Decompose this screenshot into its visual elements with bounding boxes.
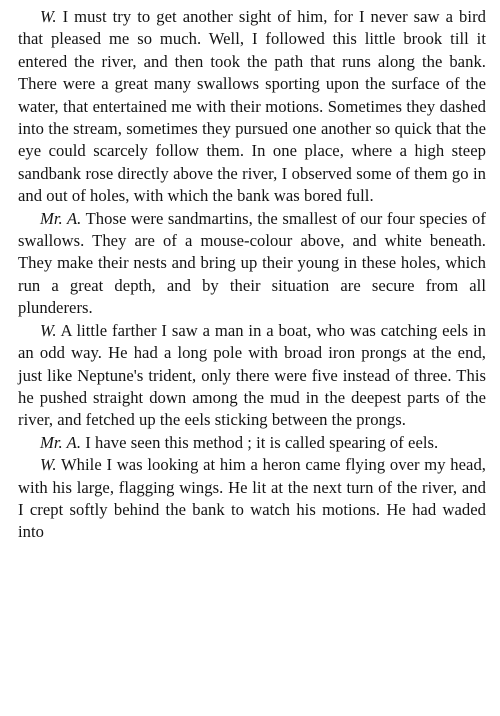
speaker-label: Mr. A.	[40, 432, 82, 452]
book-page	[18, 6, 486, 544]
dialogue-paragraph-4	[18, 432, 486, 454]
dialogue-paragraph-1	[18, 6, 486, 208]
paragraph-text: I have seen this method ; it is called spearing of eels.	[81, 432, 439, 452]
dialogue-paragraph-5	[18, 454, 486, 544]
speaker-label: Mr. A.	[40, 208, 82, 228]
speaker-label: W.	[40, 7, 57, 26]
dialogue-paragraph-2	[18, 208, 486, 320]
speaker-label: W.	[40, 320, 57, 340]
paragraph-text: While I was looking at him a heron came flying over my head, with his large, flagging wings. He lit at the next turn of the river, and I crept softly behind the bank to watch his motions. He had waded into	[18, 455, 486, 542]
paragraph-text: I must try to get another sight of him, for I never saw a bird that pleased me so much. Well, I followed this little brook till it entered the river, and then took the path that runs along the bank. There were a great many swallows sporting upon the surface of the water, that entertained me with their motions. Sometimes they dashed into the stream, sometimes they pursued one another so quick that the eye could scarcely follow them. In one place, where a high steep sandbank rose directly above the river, I observed some of them go in and out of holes, with which the bank was bored full.	[18, 7, 486, 206]
speaker-label: W.	[40, 455, 57, 475]
paragraph-text: A little farther I saw a man in a boat, who was catching eels in an odd way. He had a long pole with broad iron prongs at the end, just like Neptune's trident, only there were five instead of three. This he pushed straight down among the mud in the deepest parts of the river, and fetched up the eels sticking between the prongs.	[18, 320, 486, 430]
paragraph-text: Those were sandmartins, the smallest of our four species of swallows. They are of a mouse-colour above, and white beneath. They make their nests and bring up their young in these holes, which run a great depth, and by their situation are secure from all plunderers.	[18, 208, 486, 318]
dialogue-paragraph-3	[18, 320, 486, 432]
